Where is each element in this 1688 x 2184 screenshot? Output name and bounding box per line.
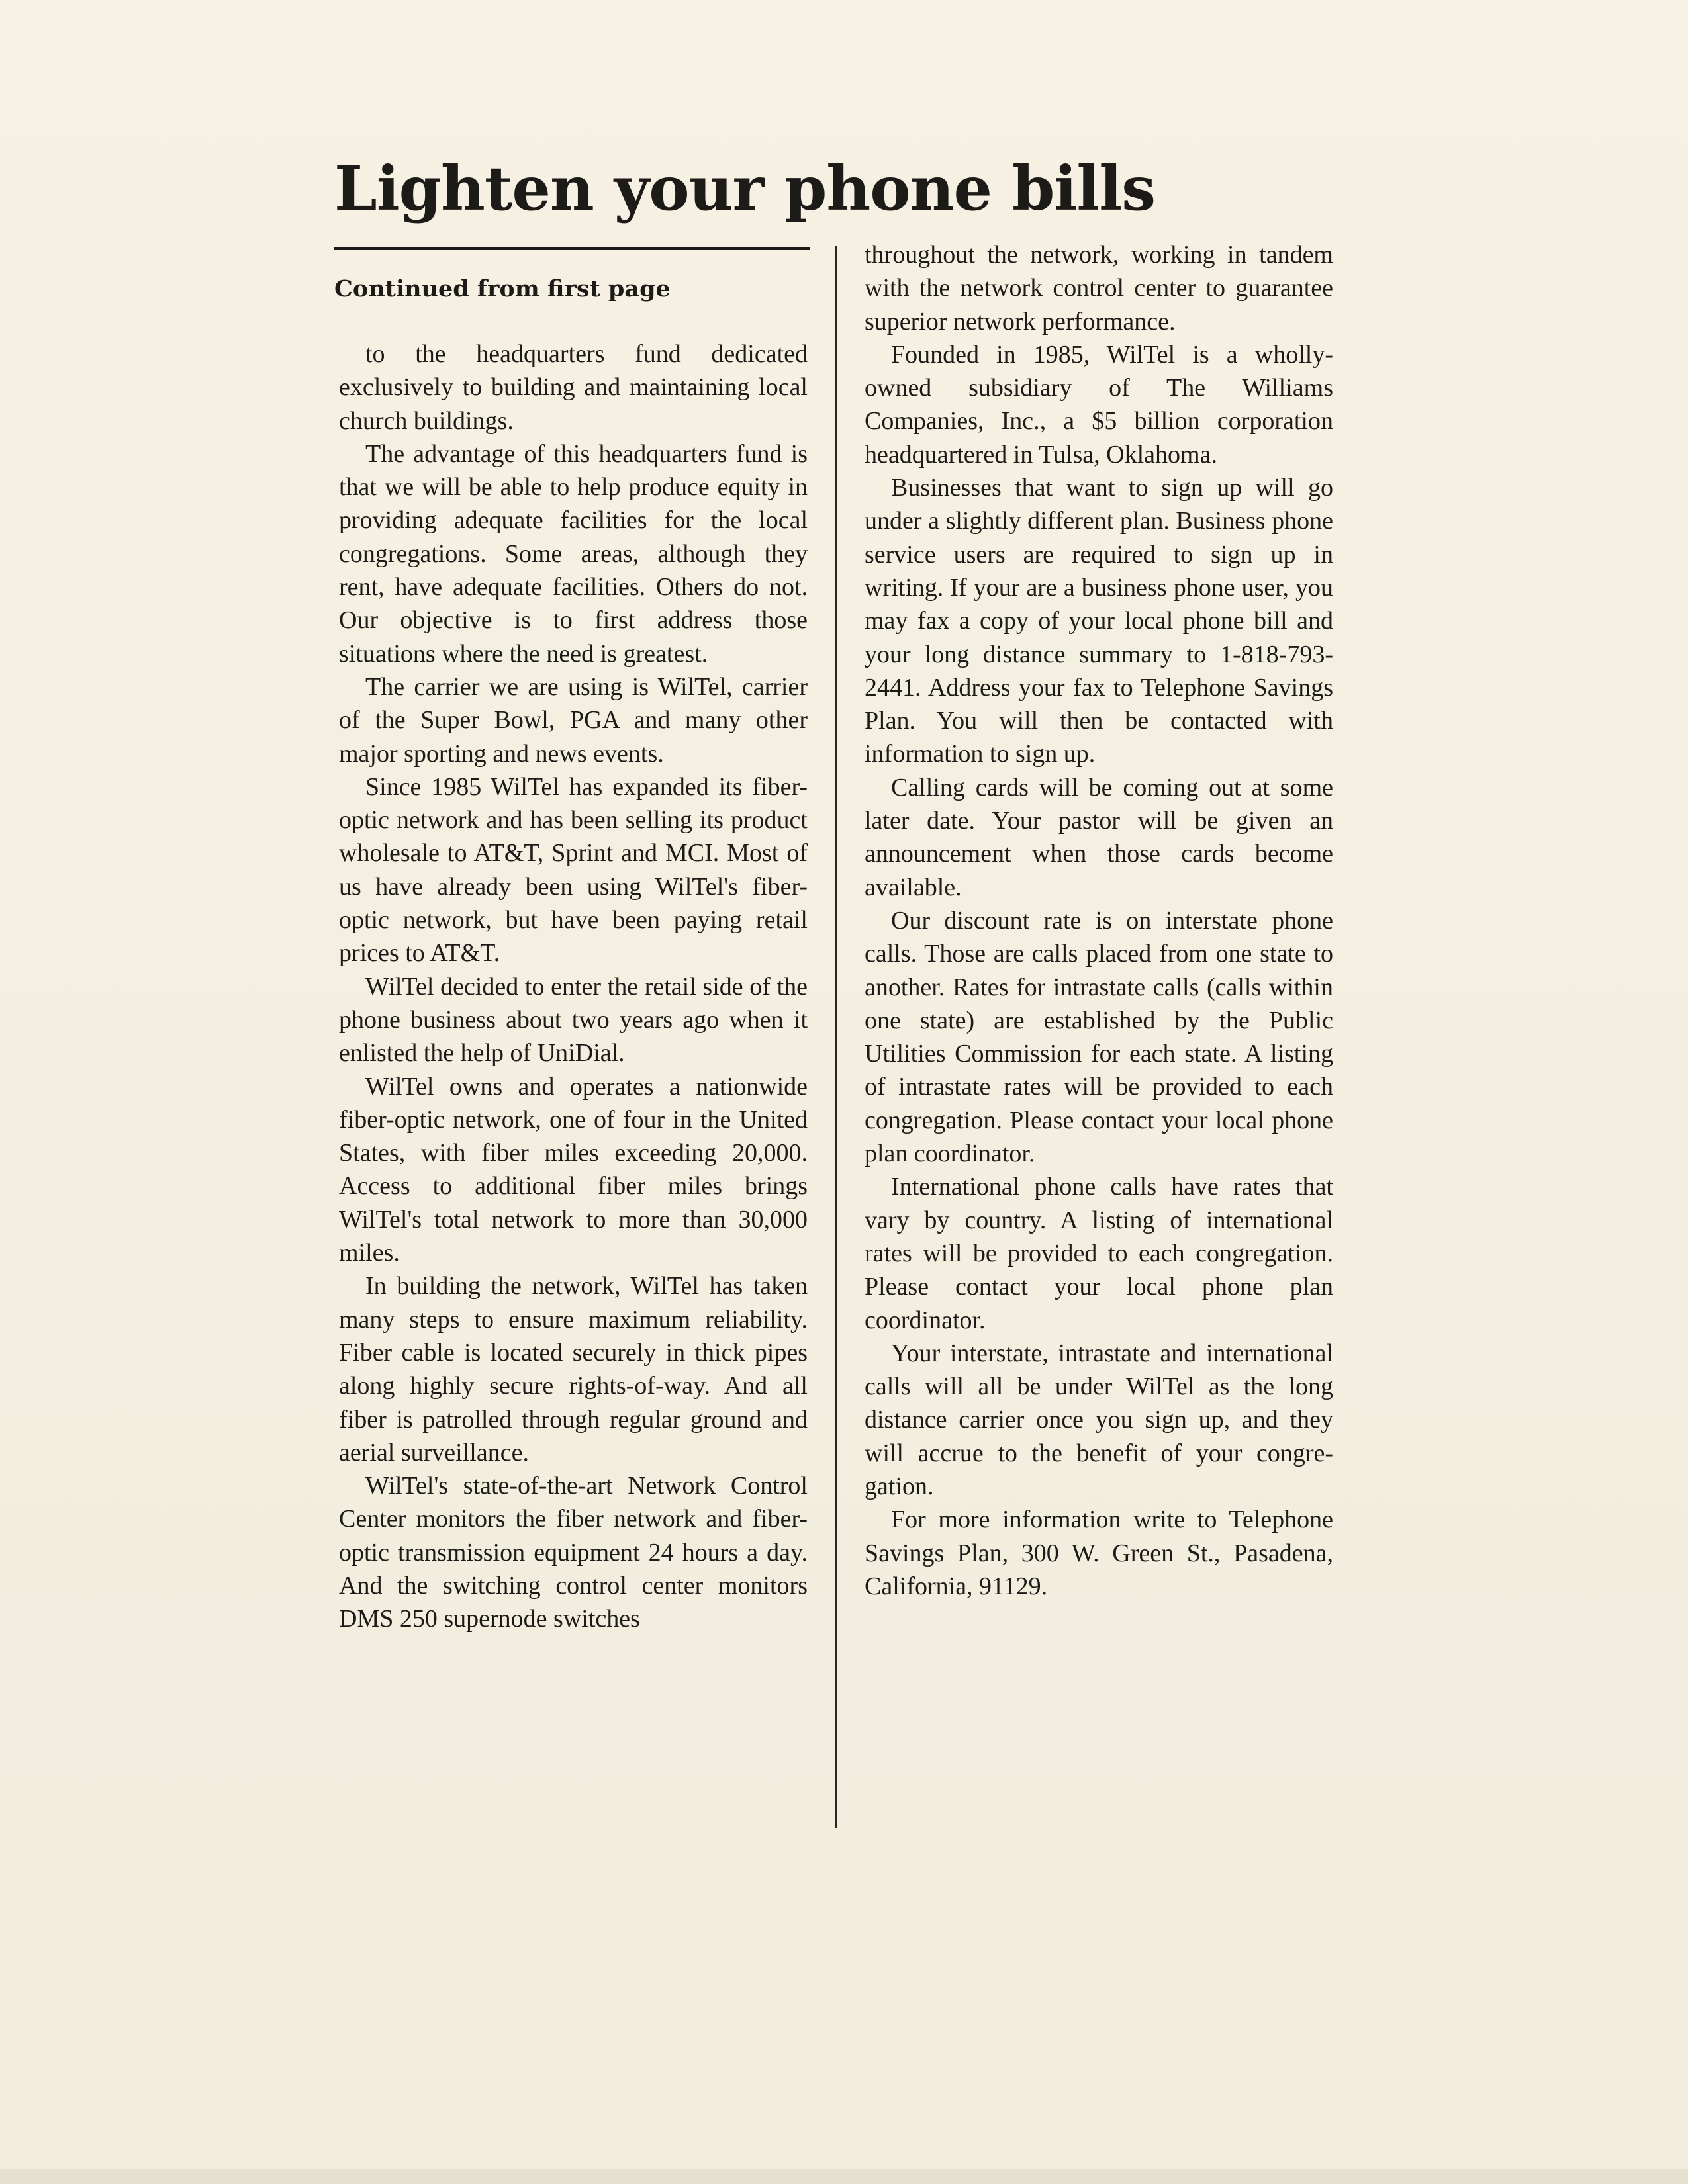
body-paragraph: Our discount rate is on interstate phone calls. Those are calls placed from one state to another. Rates for intrastate calls (calls within one state) are established by the Public Utilities Commission for each state. A listing of intrastate rates will be provided to each congregation. Please contact your local phone plan coordinator. <box>865 906 1333 1168</box>
body-paragraph: Businesses that want to sign up will go under a slightly different plan. Business phone service users are required to sign up in writing. If your are a business phone user, you may fax a copy of your local phone bill and your long distance summary to 1-818-793-2441. Address your fax to Telephone Savings Plan. You will then be contacted with information to sign up. <box>865 474 1333 768</box>
body-paragraph: Since 1985 WilTel has expanded its fiber-optic network and has been selling its product wholesale to AT&T, Sprint and MCI. Most of us have already been using WilTel's fiber-optic network, but have been paying retail prices to AT&T. <box>339 772 808 968</box>
body-paragraph: International phone calls have rates that vary by country. A listing of international rates will be provided to each congregation. Please contact your local phone plan coordinator. <box>865 1173 1333 1334</box>
body-paragraph: WilTel's state-of-the-art Network Control Center monitors the fiber network and fiber-optic transmission equipment 24 hours a day. And the switching control center monitors DMS 250 supernode switches <box>339 1472 808 1633</box>
body-paragraph: The advantage of this headquarters fund is that we will be able to help produce equity in providing adequate facilities for the local congregations. Some areas, although they rent, have adequate facilities. Others do not. Our objective is to first address those situations where the need is greatest. <box>339 439 808 668</box>
body-paragraph: Your interstate, intrastate and international calls will all be under WilTel as the long distance carrier once you sign up, and they will accrue to the benefit of your congregation. <box>865 1339 1333 1500</box>
body-paragraph: WilTel decided to enter the retail side of the phone business about two years ago when it enlisted the help of UniDial. <box>339 972 808 1068</box>
body-paragraph: In building the network, WilTel has taken many steps to ensure maximum reliability. Fiber cable is located securely in thick pipes along highly secure rights-of-way. And all fiber is patrolled through regular ground and aerial surveillance. <box>339 1272 808 1467</box>
title-rule <box>334 247 810 250</box>
left-column <box>339 338 808 1636</box>
body-paragraph: Calling cards will be coming out at some later date. Your pastor will be given an announcement when those cards become available. <box>865 773 1333 901</box>
page-bottom-edge <box>0 2169 1688 2184</box>
column-divider <box>835 246 837 1828</box>
right-column <box>865 238 1333 1603</box>
article-title: Lighten your phone bills <box>334 153 1156 224</box>
body-paragraph: Founded in 1985, WilTel is a wholly-owned subsidiary of The Williams Companies, Inc., a $5 billion corporation headquartered in Tulsa, Oklahoma. <box>865 340 1333 469</box>
body-paragraph: WilTel owns and operates a nationwide fiber-optic network, one of four in the United States, with fiber miles exceeding 20,000. Access to additional fiber miles brings WilTel's total network to more than 30,000 miles. <box>339 1072 808 1267</box>
body-paragraph: For more information write to Telephone Savings Plan, 300 W. Green St., Pasadena, California, 91129. <box>865 1506 1333 1600</box>
body-paragraph: The carrier we are using is WilTel, carrier of the Super Bowl, PGA and many other major sporting and news events. <box>339 672 808 768</box>
continued-subhead: Continued from first page <box>334 275 671 302</box>
body-paragraph: to the headquarters fund dedicated exclusively to building and maintaining local church buildings. <box>339 340 808 435</box>
body-paragraph: throughout the network, working in tandem with the network control center to guarantee superior network performance. <box>865 241 1333 336</box>
